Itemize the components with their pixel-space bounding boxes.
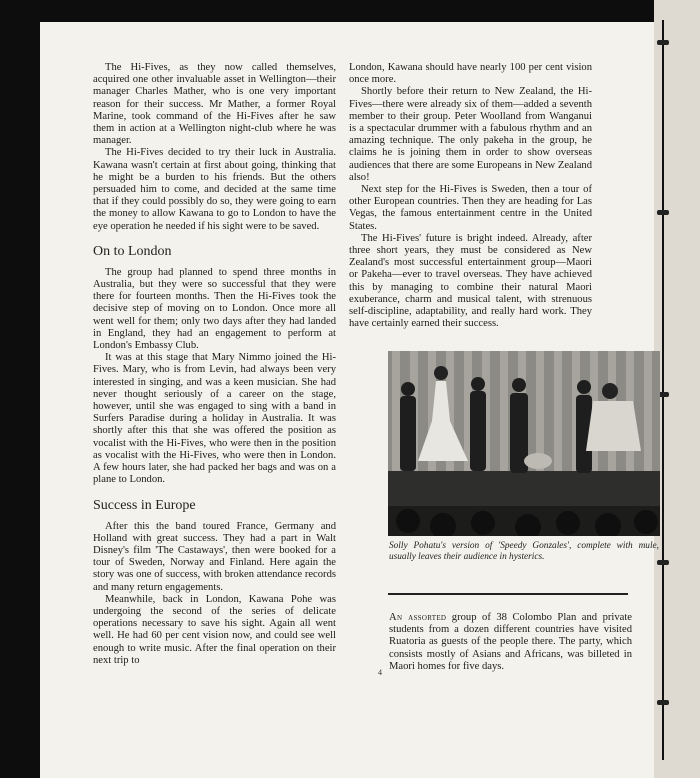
binding-clip	[657, 700, 669, 705]
photo-caption: Solly Pohatu's version of 'Speedy Gonzales', complete with mule, usually leaves their audience in hysterics.	[389, 541, 659, 562]
binding-clip	[657, 210, 669, 215]
paragraph: Meanwhile, back in London, Kawana Pohe was undergoing the second of the series of delicate operations necessary to save his sight. Again all went well. He had 60 per cent vision now, and could see well enough to write music. After the final operation on their next trip to	[93, 593, 336, 666]
band-photo-illustration	[388, 351, 660, 536]
band-photo	[388, 351, 660, 536]
page-number: 4	[378, 668, 382, 677]
divider-rule	[388, 593, 628, 595]
paragraph: Next step for the Hi-Fives is Sweden, then a tour of other European countries. Then they are heading for Las Vegas, the famous entertainment centre in the United States.	[349, 184, 592, 232]
lead-in: An assorted	[389, 612, 447, 623]
paragraph: London, Kawana should have nearly 100 per cent vision once more.	[349, 62, 592, 86]
right-column	[349, 62, 592, 330]
paragraph: The Hi-Fives, as they now called themselves, acquired one other invaluable asset in Wellington—their manager Charles Mather, who is one very important reason for their success. Mr Mather, a former Royal Marine, took command of the Hi-Fives after he saw them in action at a Wellington night-club where he was manager.	[93, 62, 336, 147]
paragraph: After this the band toured France, Germany and Holland with great success. They had a part in Walt Disney's film 'The Castaways', then were booked for a tour of Sweden, Norway and Finland. Here again the story was one of success, with broken attendance records and many return engagements.	[93, 520, 336, 593]
paragraph: The Hi-Fives decided to try their luck in Australia. Kawana wasn't certain at first about going, thinking that he might be a burden to his friends. But the others persuaded him to come, and decided at the same time that if they could possibly do so, they were going to earn the money to allow Kawana to go to London to have the eye operation he needed if his sight were to be saved.	[93, 147, 336, 232]
left-column	[93, 62, 336, 667]
paragraph: Shortly before their return to New Zealand, the Hi-Fives—there were already six of them—added a seventh member to their group. Peter Woolland from Wanganui is a spectacular drummer with a fabulous rhythm and an amazing technique. The only pakeha in the group, he claims he is joining them in order to show overseas audiences that there are some Europeans in New Zealand also!	[349, 86, 592, 183]
paragraph: The Hi-Fives' future is bright indeed. Already, after three short years, they must be considered as New Zealand's most successful entertainment group—Maori or Pakeha—ever to travel overseas. They have achieved this by managing to combine their natural Maori exuberance, charm and musical talent, with strenuous self-discipline, adaptability, and really hard work. They have certainly earned their success.	[349, 232, 592, 330]
section-heading: Success in Europe	[93, 497, 196, 513]
second-article	[389, 612, 632, 673]
binding-line	[662, 20, 664, 760]
binding-clip	[657, 40, 669, 45]
article-text: group of 38 Colombo Plan and private students from a dozen different countries have visited Ruatoria as guests of the people there. The party, which consists mostly of Asians and Africans, was billeted in Maori homes for five days.	[389, 612, 633, 672]
section-heading: On to London	[93, 243, 172, 259]
paragraph: It was at this stage that Mary Nimmo joined the Hi-Fives. Mary, who is from Levin, had always been very interested in singing, and was a keen musician. She had never thought seriously of a career on the stage, however, until she was engaged to sing with a band in Surfers Paradise during a holiday in Australia. It was shortly after this that she was offered the position as vocalist with the Hi-Fives, who were then in the position as vocalist with the Hi-Fives, who were then in London. A few hours later, she had packed her bags and was on a plane to London.	[93, 352, 336, 486]
paragraph: The group had planned to spend three months in Australia, but they were so successful that they were there for fourteen months. Then the Hi-Fives took the decisive step of moving on to London. Once more all went well for them; only two days after they had landed in England, they had an engagement to perform at London's Embassy Club.	[93, 266, 336, 352]
binding-edge	[654, 0, 700, 778]
